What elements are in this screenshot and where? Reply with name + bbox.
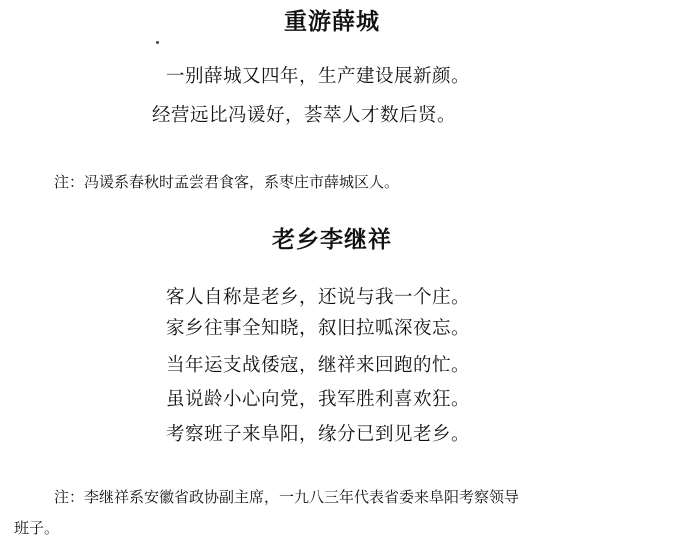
poem2-line-3: 当年运支战倭寇，继祥来回跑的忙。 xyxy=(166,355,471,376)
poem-title-chongyou-xuecheng: 重游薛城 xyxy=(284,9,380,35)
poem2-line-2: 家乡往事全知晓，叙旧拉呱深夜忘。 xyxy=(166,318,471,339)
poem1-note: 注：冯谖系春秋时孟尝君食客，系枣庄市薛城区人。 xyxy=(54,173,400,191)
poem1-line-1: 一别薛城又四年，生产建设展新颜。 xyxy=(166,66,471,87)
poem2-note-line-1: 注：李继祥系安徽省政协副主席，一九八三年代表省委来阜阳考察领导 xyxy=(54,488,520,506)
poem1-line-2: 经营远比冯谖好，荟萃人才数后贤。 xyxy=(152,105,457,126)
poem-title-laoxiang-lijixiang: 老乡李继祥 xyxy=(272,227,392,253)
scan-speck xyxy=(156,41,159,44)
poem2-line-1: 客人自称是老乡，还说与我一个庄。 xyxy=(166,287,471,308)
poem2-note-line-2: 班子。 xyxy=(14,519,60,537)
poem2-line-5: 考察班子来阜阳，缘分已到见老乡。 xyxy=(166,424,471,445)
poem2-line-4: 虽说龄小心向党，我军胜利喜欢狂。 xyxy=(166,389,471,410)
